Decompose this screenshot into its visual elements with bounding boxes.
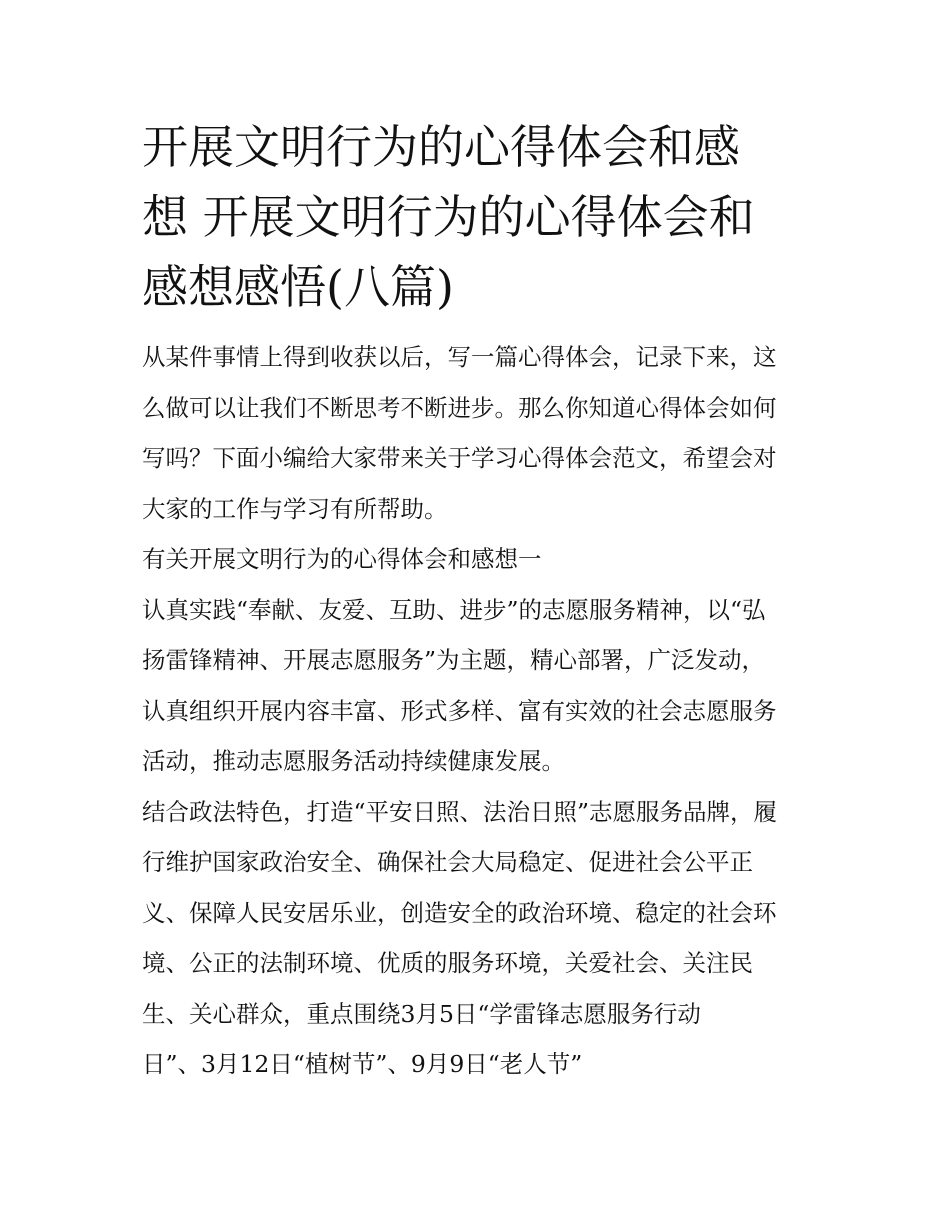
document-body xyxy=(142,332,814,1090)
body-line: 从某件事情上得到收获以后，写一篇心得体会，记录下来，这 xyxy=(142,343,777,371)
body-line: 境、公正的法制环境、优质的服务环境，关爱社会、关注民 xyxy=(142,949,753,977)
body-line: 义、保障人民安居乐业，创造安全的政治环境、稳定的社会环 xyxy=(142,898,777,927)
body-line: 行维护国家政治安全、确保社会大局稳定、促进社会公平正 xyxy=(142,848,753,876)
title-line: 想 开展文明行为的心得体会和 xyxy=(142,190,755,244)
body-line: 日”、3月12日“植树节”、9月9日“老人节” xyxy=(142,1050,583,1078)
body-line: 扬雷锋精神、开展志愿服务”为主题，精心部署，广泛发动， xyxy=(142,646,766,674)
body-line: 认真实践“奉献、友爱、互助、进步”的志愿服务精神，以“弘 xyxy=(142,595,766,624)
body-line: 大家的工作与学习有所帮助。 xyxy=(142,494,448,523)
body-line: 认真组织开展内容丰富、形式多样、富有实效的社会志愿服务 xyxy=(142,696,777,725)
document-title xyxy=(142,112,814,322)
title-line: 感想感悟(八篇) xyxy=(142,260,454,314)
section-heading: 有关开展文明行为的心得体会和感想一 xyxy=(142,545,542,573)
body-line: 活动，推动志愿服务活动持续健康发展。 xyxy=(142,747,565,775)
body-line: 结合政法特色，打造“平安日照、法治日照”志愿服务品牌，履 xyxy=(142,797,778,826)
body-line: 写吗？下面小编给大家带来关于学习心得体会范文，希望会对 xyxy=(142,444,777,472)
title-line: 开展文明行为的心得体会和感 xyxy=(142,120,740,174)
body-line: 么做可以让我们不断思考不断进步。那么你知道心得体会如何 xyxy=(142,393,777,422)
body-line: 生、关心群众，重点围绕3月5日“学雷锋志愿服务行动 xyxy=(142,999,701,1028)
document-page xyxy=(142,112,814,1090)
